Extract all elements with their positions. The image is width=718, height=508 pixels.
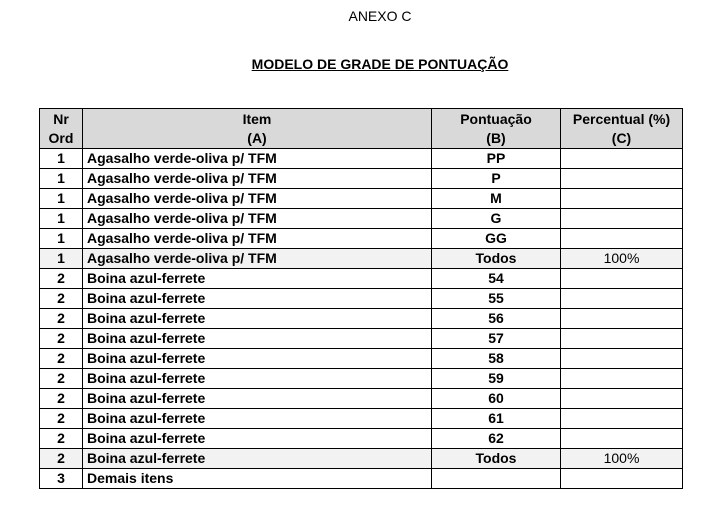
table-row xyxy=(40,389,683,409)
table-header-row xyxy=(40,109,683,149)
cell-item: Agasalho verde-oliva p/ TFM xyxy=(83,149,432,169)
header-pontuacao xyxy=(432,109,561,149)
table-row xyxy=(40,189,683,209)
cell-pontuacao: 54 xyxy=(432,269,561,289)
cell-item: Boina azul-ferrete xyxy=(83,269,432,289)
header-item-line2: (A) xyxy=(247,129,267,146)
table-row xyxy=(40,269,683,289)
cell-item: Agasalho verde-oliva p/ TFM xyxy=(83,189,432,209)
cell-nr-ord: 2 xyxy=(40,269,83,289)
cell-percentual xyxy=(561,149,683,169)
cell-nr-ord: 1 xyxy=(40,209,83,229)
cell-nr-ord: 1 xyxy=(40,189,83,209)
cell-percentual xyxy=(561,229,683,249)
cell-pontuacao: 62 xyxy=(432,429,561,449)
cell-item: Agasalho verde-oliva p/ TFM xyxy=(83,169,432,189)
cell-nr-ord: 2 xyxy=(40,369,83,389)
header-item xyxy=(83,109,432,149)
header-percentual xyxy=(561,109,683,149)
cell-percentual xyxy=(561,429,683,449)
cell-item: Boina azul-ferrete xyxy=(83,429,432,449)
cell-percentual xyxy=(561,409,683,429)
cell-nr-ord: 1 xyxy=(40,169,83,189)
cell-percentual xyxy=(561,349,683,369)
cell-pontuacao: 59 xyxy=(432,369,561,389)
cell-pontuacao xyxy=(432,469,561,489)
cell-pontuacao: 57 xyxy=(432,329,561,349)
cell-item: Boina azul-ferrete xyxy=(83,409,432,429)
cell-percentual xyxy=(561,309,683,329)
cell-percentual xyxy=(561,169,683,189)
cell-percentual: 100% xyxy=(561,449,683,469)
table-row xyxy=(40,209,683,229)
cell-percentual xyxy=(561,269,683,289)
cell-pontuacao: Todos xyxy=(432,249,561,269)
cell-percentual xyxy=(561,289,683,309)
cell-percentual xyxy=(561,189,683,209)
cell-item: Boina azul-ferrete xyxy=(83,369,432,389)
cell-item: Boina azul-ferrete xyxy=(83,309,432,329)
header-nr-ord xyxy=(40,109,83,149)
cell-pontuacao: M xyxy=(432,189,561,209)
cell-pontuacao: 58 xyxy=(432,349,561,369)
cell-nr-ord: 2 xyxy=(40,449,83,469)
cell-item: Boina azul-ferrete xyxy=(83,449,432,469)
cell-percentual xyxy=(561,389,683,409)
table-row xyxy=(40,309,683,329)
cell-nr-ord: 1 xyxy=(40,249,83,269)
cell-pontuacao: 55 xyxy=(432,289,561,309)
cell-nr-ord: 2 xyxy=(40,409,83,429)
cell-nr-ord: 2 xyxy=(40,289,83,309)
table-row xyxy=(40,329,683,349)
cell-pontuacao: 61 xyxy=(432,409,561,429)
cell-nr-ord: 2 xyxy=(40,389,83,409)
header-nr-line2: Ord xyxy=(48,129,74,146)
cell-percentual xyxy=(561,369,683,389)
table-row xyxy=(40,289,683,309)
cell-item: Boina azul-ferrete xyxy=(83,389,432,409)
header-pontuacao-line1: Pontuação xyxy=(460,110,532,127)
table-row xyxy=(40,349,683,369)
cell-percentual xyxy=(561,469,683,489)
cell-nr-ord: 1 xyxy=(40,149,83,169)
cell-nr-ord: 2 xyxy=(40,309,83,329)
table-row xyxy=(40,229,683,249)
cell-nr-ord: 2 xyxy=(40,329,83,349)
cell-pontuacao: G xyxy=(432,209,561,229)
table-row xyxy=(40,149,683,169)
annex-label: ANEXO C xyxy=(348,8,412,24)
header-nr-line1: Nr xyxy=(53,110,69,127)
cell-item: Boina azul-ferrete xyxy=(83,349,432,369)
header-item-line1: Item xyxy=(242,110,272,127)
header-pontuacao-line2: (B) xyxy=(486,129,506,146)
cell-nr-ord: 3 xyxy=(40,469,83,489)
cell-percentual xyxy=(561,209,683,229)
cell-nr-ord: 1 xyxy=(40,229,83,249)
cell-pontuacao: 60 xyxy=(432,389,561,409)
cell-pontuacao: PP xyxy=(432,149,561,169)
cell-pontuacao: GG xyxy=(432,229,561,249)
cell-item: Agasalho verde-oliva p/ TFM xyxy=(83,249,432,269)
header-percentual-line1: Percentual (%) xyxy=(572,110,671,127)
header-percentual-line2: (C) xyxy=(611,129,632,146)
table-row xyxy=(40,469,683,489)
table-row xyxy=(40,169,683,189)
cell-nr-ord: 2 xyxy=(40,349,83,369)
cell-pontuacao: 56 xyxy=(432,309,561,329)
table-row-total xyxy=(40,249,683,269)
table-row-total xyxy=(40,449,683,469)
cell-item: Boina azul-ferrete xyxy=(83,329,432,349)
cell-item: Demais itens xyxy=(83,469,432,489)
cell-pontuacao: Todos xyxy=(432,449,561,469)
table-body xyxy=(40,149,683,489)
cell-nr-ord: 2 xyxy=(40,429,83,449)
score-grid-table xyxy=(39,108,683,489)
table-row xyxy=(40,369,683,389)
cell-percentual: 100% xyxy=(561,249,683,269)
table-row xyxy=(40,409,683,429)
table-row xyxy=(40,429,683,449)
cell-percentual xyxy=(561,329,683,349)
cell-item: Agasalho verde-oliva p/ TFM xyxy=(83,209,432,229)
cell-pontuacao: P xyxy=(432,169,561,189)
cell-item: Agasalho verde-oliva p/ TFM xyxy=(83,229,432,249)
document-title: MODELO DE GRADE DE PONTUAÇÃO xyxy=(251,56,509,72)
cell-item: Boina azul-ferrete xyxy=(83,289,432,309)
